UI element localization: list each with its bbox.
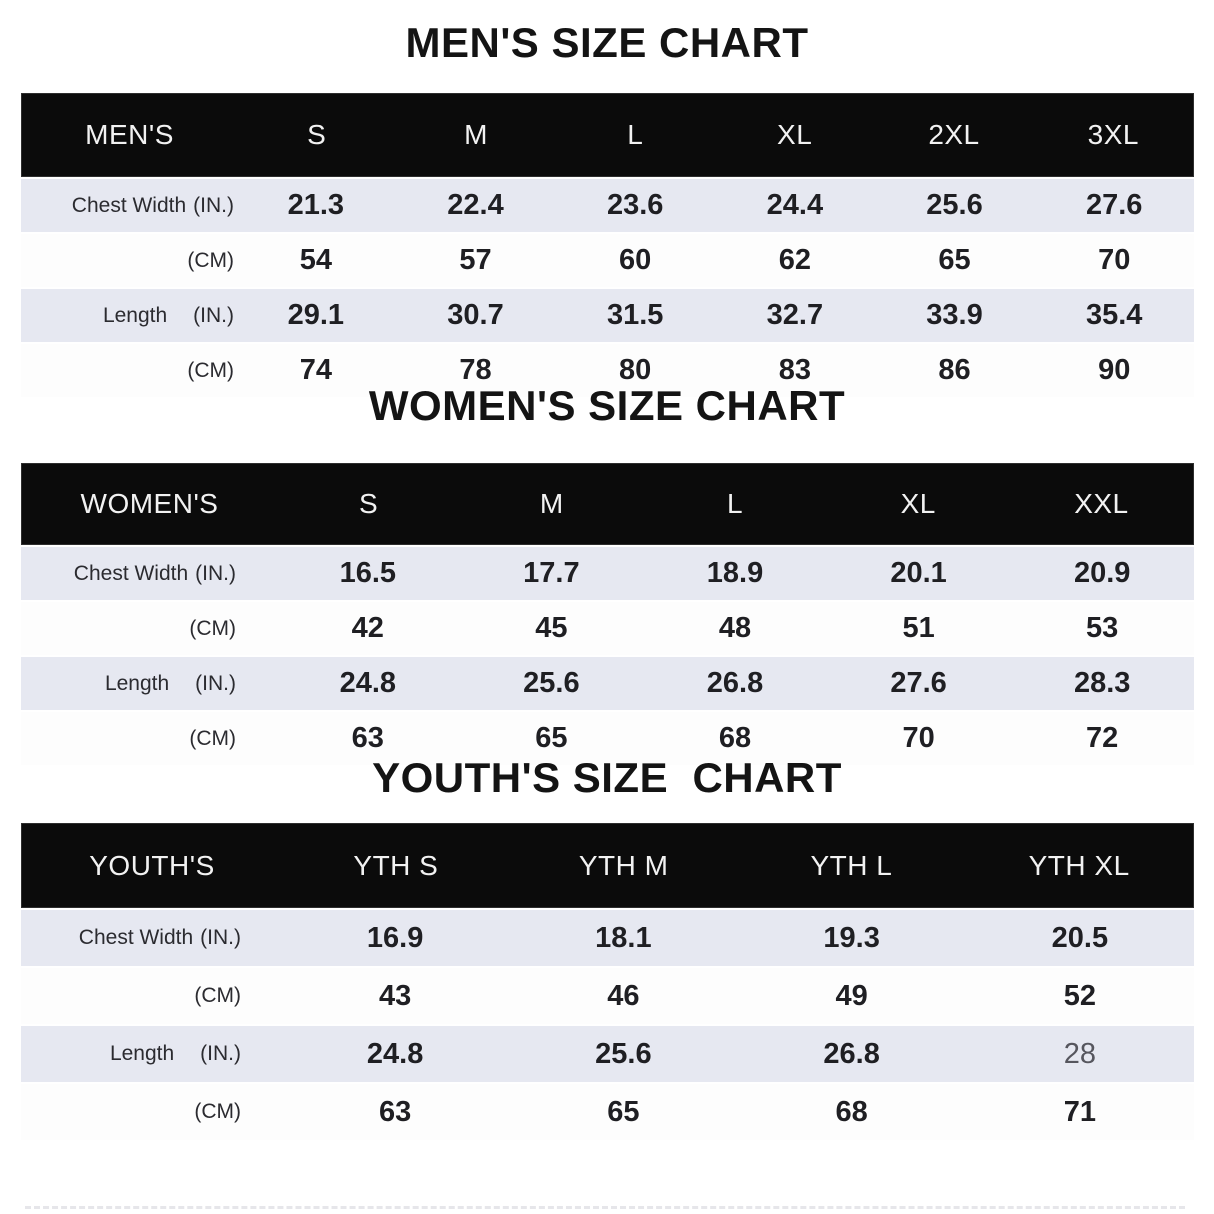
row-label xyxy=(21,194,236,218)
measure-label: Chest Width xyxy=(71,193,187,217)
table-row-length-cm xyxy=(21,1084,1194,1140)
size-value: 25.6 xyxy=(926,189,983,221)
unit-label: (IN.) xyxy=(193,193,234,217)
unit-label: (CM) xyxy=(187,358,234,382)
row-label xyxy=(21,926,281,950)
size-value: 65 xyxy=(607,1095,640,1128)
size-column-header-m: M xyxy=(539,488,564,519)
size-value: 18.9 xyxy=(706,557,764,589)
row-label xyxy=(21,727,276,751)
size-value: 49 xyxy=(835,979,868,1012)
table-row-chest-cm xyxy=(21,602,1194,655)
unit-label: (IN.) xyxy=(195,671,236,695)
unit-label: (IN.) xyxy=(193,303,234,327)
size-value: 19.3 xyxy=(823,921,880,954)
size-value: 62 xyxy=(778,244,811,276)
size-value: 60 xyxy=(619,244,652,276)
size-value: 35.4 xyxy=(1085,299,1143,331)
youths-size-table xyxy=(21,823,1194,1140)
size-column-header-s: S xyxy=(307,119,327,150)
size-value: 65 xyxy=(938,244,971,276)
row-label xyxy=(21,562,276,586)
size-column-header-xl: XL xyxy=(900,488,936,519)
size-column-header-yth-xl: YTH XL xyxy=(1028,849,1130,881)
size-value: 26.8 xyxy=(823,1037,880,1070)
table-row-length-in xyxy=(21,657,1194,710)
size-value: 70 xyxy=(1098,244,1131,276)
size-value: 16.5 xyxy=(339,557,397,589)
size-column-header-yth-l: YTH L xyxy=(810,849,893,881)
size-value: 28 xyxy=(1063,1037,1096,1070)
table-row-chest-in xyxy=(21,179,1194,232)
size-value: 24.4 xyxy=(766,189,824,221)
size-value: 68 xyxy=(835,1095,868,1128)
youths-table-header-row xyxy=(21,823,1194,908)
size-value: 22.4 xyxy=(447,189,504,221)
womens-size-table xyxy=(21,463,1194,765)
size-value: 28.3 xyxy=(1073,667,1131,699)
size-value: 54 xyxy=(299,244,332,276)
size-value: 31.5 xyxy=(606,299,664,331)
table-row-chest-in xyxy=(21,910,1194,966)
size-value: 53 xyxy=(1086,612,1119,644)
size-value: 57 xyxy=(459,244,492,276)
unit-label: (CM) xyxy=(189,726,236,750)
size-value: 51 xyxy=(902,612,935,644)
size-value: 63 xyxy=(351,722,384,754)
row-label xyxy=(21,617,276,641)
size-value: 65 xyxy=(535,722,568,754)
size-value: 45 xyxy=(535,612,568,644)
size-column-header-yth-m: YTH M xyxy=(578,849,669,881)
size-value: 17.7 xyxy=(523,557,580,589)
size-value: 42 xyxy=(351,612,384,644)
size-value: 33.9 xyxy=(926,299,983,331)
youths-chart-title: YOUTH'S SIZE CHART xyxy=(372,754,842,801)
row-label xyxy=(21,984,281,1008)
size-value: 83 xyxy=(778,354,811,386)
size-value: 29.1 xyxy=(287,299,345,331)
size-value: 25.6 xyxy=(595,1037,652,1070)
size-value: 16.9 xyxy=(366,921,424,954)
table-row-chest-in xyxy=(21,547,1194,600)
size-value: 27.6 xyxy=(1085,189,1143,221)
size-value: 72 xyxy=(1086,722,1119,754)
size-column-header-m: M xyxy=(464,119,488,150)
size-value: 24.8 xyxy=(339,667,397,699)
table-row-chest-cm xyxy=(21,968,1194,1024)
measure-label: Chest Width xyxy=(73,561,189,585)
row-label xyxy=(21,304,236,328)
size-value: 63 xyxy=(378,1095,412,1128)
size-value: 74 xyxy=(299,354,332,386)
size-column-header-l: L xyxy=(627,119,644,150)
womens-chart-title: WOMEN'S SIZE CHART xyxy=(368,382,846,429)
measure-label: Length xyxy=(102,303,168,327)
row-label xyxy=(21,359,236,383)
unit-label: (IN.) xyxy=(200,1042,241,1065)
table-row-length-in xyxy=(21,289,1194,342)
size-value: 23.6 xyxy=(606,189,664,221)
size-value: 32.7 xyxy=(766,299,824,331)
mens-chart-title: MEN'S SIZE CHART xyxy=(405,19,809,66)
unit-label: (CM) xyxy=(194,1100,241,1123)
unit-label: (CM) xyxy=(194,984,241,1007)
size-value: 90 xyxy=(1098,354,1131,386)
size-column-header-xl: XL xyxy=(777,119,813,150)
unit-label: (CM) xyxy=(187,248,234,272)
scan-artifact-line xyxy=(25,1206,1185,1209)
row-label xyxy=(21,1100,281,1124)
womens-header-label: WOMEN'S xyxy=(80,488,219,519)
size-value: 26.8 xyxy=(706,667,764,699)
size-column-header-xxl: XXL xyxy=(1074,488,1129,519)
measure-label: Length xyxy=(109,1042,175,1065)
size-value: 52 xyxy=(1063,979,1096,1012)
size-value: 78 xyxy=(459,354,492,386)
size-value: 86 xyxy=(938,354,971,386)
unit-label: (CM) xyxy=(189,616,236,640)
size-value: 46 xyxy=(607,979,640,1012)
measure-label: Length xyxy=(104,671,170,695)
unit-label: (IN.) xyxy=(200,926,241,949)
size-column-header-3xl: 3XL xyxy=(1087,119,1139,150)
mens-header-label: MEN'S xyxy=(85,119,174,150)
size-value: 48 xyxy=(718,612,752,644)
table-row-chest-cm xyxy=(21,234,1194,287)
size-column-header-s: S xyxy=(359,488,379,519)
size-column-header-yth-s: YTH S xyxy=(353,849,439,881)
size-value: 20.9 xyxy=(1073,557,1131,589)
size-value: 18.1 xyxy=(595,921,652,954)
unit-label: (IN.) xyxy=(195,561,236,585)
size-value: 20.5 xyxy=(1051,921,1109,954)
row-label xyxy=(21,249,236,273)
size-value: 20.1 xyxy=(890,557,947,589)
size-value: 80 xyxy=(619,354,652,386)
mens-table-header-row xyxy=(21,93,1194,177)
size-value: 68 xyxy=(718,722,752,754)
measure-label: Chest Width xyxy=(78,926,194,949)
womens-table-header-row xyxy=(21,463,1194,545)
size-column-header-l: L xyxy=(726,488,744,519)
size-value: 25.6 xyxy=(523,667,580,699)
mens-size-table xyxy=(21,93,1194,397)
size-value: 27.6 xyxy=(890,667,947,699)
size-value: 30.7 xyxy=(447,299,504,331)
row-label xyxy=(21,672,276,696)
size-value: 71 xyxy=(1063,1095,1096,1128)
size-column-header-2xl: 2XL xyxy=(928,119,980,150)
youths-header-label: YOUTH'S xyxy=(89,849,215,881)
size-value: 43 xyxy=(378,979,412,1012)
table-row-length-in xyxy=(21,1026,1194,1082)
size-value: 21.3 xyxy=(287,189,345,221)
row-label xyxy=(21,1042,281,1066)
size-value: 70 xyxy=(902,722,935,754)
size-value: 24.8 xyxy=(366,1037,424,1070)
